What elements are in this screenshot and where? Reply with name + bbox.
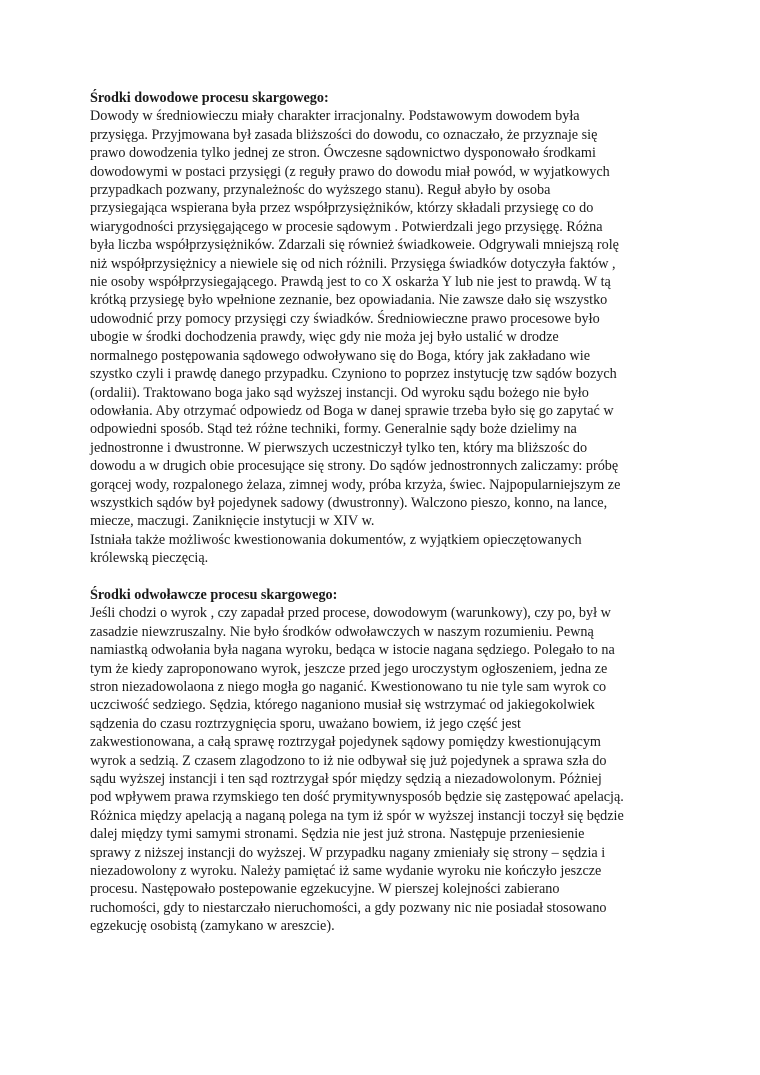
- text-line: nie osoby współprzysiegającego. Prawdą jest to co X oskarża Y lub nie jest to prawdą. W tą: [90, 274, 611, 291]
- text-line: Dowody w średniowieczu miały charakter irracjonalny. Podstawowym dowodem była: [90, 108, 580, 125]
- paragraph: [90, 604, 680, 935]
- text-line: ubogie w środki dochodzenia prawdy, więc gdy nie moża jej było ustalić w drodze: [90, 329, 559, 346]
- text-line: przysięga. Przyjmowana był zasada bliższości do dowodu, co oznaczało, że przyznaje się: [90, 126, 598, 143]
- text-line: Różnica między apelacją a naganą polega na tym iż spór w wyższej instancji toczył się będzie: [90, 807, 624, 824]
- text-line: normalnego postępowania sądowego odwoływano się do Boga, który jak zakładano wie: [90, 347, 590, 364]
- section-heading: Środki odwoławcze procesu skargowego:: [90, 586, 338, 603]
- text-line: miecze, maczugi. Zaniknięcie instytucji w XIV w.: [90, 513, 375, 530]
- text-line: gorącej wody, rozpalonego żelaza, zimnej wody, próba krzyża, świec. Najpopularniejszym ze: [90, 476, 621, 493]
- text-line: szystko czyli i prawdę danego przypadku. Czyniono to poprzez instytucję tzw sądów bozych: [90, 366, 617, 383]
- text-line: dowodowymi w postaci przysięgi (z reguły prawo do dowodu miał powód, w wyjatkowych: [90, 163, 610, 180]
- text-line: odpowiedni sposób. Stąd też różne techniki, formy. Generalnie sądy boże dzielimy na: [90, 421, 577, 438]
- text-line: odowłania. Aby otrzymać odpowiedz od Boga w danej sprawie trzeba było się go zapytać w: [90, 402, 614, 419]
- text-line: sądzenia do czasu roztrzygnięcia sporu, uważano bowiem, iż jego część jest: [90, 715, 521, 732]
- text-line: krótką przysiegę było wpełnione zeznanie, bez opowiadania. Nie zawsze dało się wszystko: [90, 292, 608, 309]
- text-line: sprawy z niższej instancji do wyższej. W przypadku nagany zmieniały się strony – sędzia i: [90, 844, 606, 861]
- text-line: zasadzie niewzruszalny. Nie było środków odwoławczych w naszym rozumieniu. Pewną: [90, 623, 594, 640]
- text-line: przypadkach pozwany, przynależnośc do wyższego stanu). Reguł abyło by osoba: [90, 182, 551, 199]
- text-line: wszystkich sądów był pojedynek sadowy (dwustronny). Walczono pieszo, konno, na lance,: [90, 494, 608, 511]
- text-line: niż współprzysiężnicy a niewiele się od nich różnili. Przysięga świadków dotyczyła faktów ,: [90, 255, 616, 272]
- text-line: zakwestionowana, a całą sprawę roztrzygał pojedynek sądowy pomiędzy kwestionującym: [90, 734, 601, 751]
- text-line: Istniała także możliwośc kwestionowania dokumentów, z wyjątkiem opieczętowanych: [90, 531, 582, 548]
- text-line: sądu wyższej instancji i ten sąd roztrzygał spór między sędzią a niezadowolonym. Póżniej: [90, 771, 602, 788]
- document-section: [90, 586, 680, 936]
- text-line: namiastką odwołania była nagana wyroku, bedąca w istocie nagana sędziego. Polegało to na: [90, 642, 615, 659]
- section-heading: Środki dowodowe procesu skargowego:: [90, 90, 329, 106]
- text-line: uczciwość sedziego. Sędzia, którego naganiono musiał się wstrzymać od jakiegokolwiek: [90, 697, 595, 714]
- text-line: była liczba współprzysiężników. Zdarzali się również świadkoweie. Odgrywali mniejszą rolę: [90, 237, 619, 254]
- text-line: wiarygodności przysięgającego w procesie sądowym . Potwierdzali jego przysięgę. Różna: [90, 218, 603, 235]
- text-line: dowodu a w drugich obie procesujące się strony. Do sądów jednostronnych zaliczamy: próbę: [90, 458, 619, 475]
- paragraph: [90, 107, 680, 530]
- text-line: pod wpływem prawa rzymskiego ten dość prymitywnysposób będzie się zastępować apelacją.: [90, 789, 624, 806]
- text-line: stron niezadowolaona z niego mogła go naganić. Kwestionowano tu nie tyle sam wyrok co: [90, 678, 607, 695]
- text-line: ruchomości, gdy to niestarczało nieruchomości, a gdy pozwany nic nie posiadał stosowano: [90, 899, 607, 916]
- text-line: Jeśli chodzi o wyrok , czy zapadał przed procese, dowodowym (warunkowy), czy po, był w: [90, 605, 611, 622]
- document-page: [90, 89, 680, 936]
- text-line: niezadowolony z wyroku. Należy pamiętać iż same wydanie wyroku nie kończyło jeszcze: [90, 863, 602, 880]
- text-line: królewską pieczęcią.: [90, 550, 209, 567]
- text-line: udowodnić przy pomocy przysięgi czy świadków. Średniowieczne prawo procesowe było: [90, 310, 600, 327]
- document-section: [90, 89, 680, 568]
- text-line: przysiegająca wspierana była przez współprzysiężników, którzy składali przysiegę co do: [90, 200, 594, 217]
- text-line: wyrok a sedzią. Z czasem zlagodzono to iż nie odbywał się już pojedynek a sprawa szła do: [90, 752, 607, 769]
- text-line: jednostronne i dwustronne. W pierwszych uczestniczył tylko ten, który ma bliższośc do: [90, 439, 588, 456]
- text-line: procesu. Następowało postepowanie egzekucyjne. W pierszej kolejności zabierano: [90, 881, 560, 898]
- text-line: tym że kiedy zaproponowano wyrok, jeszcze przed jego uroczystym ogłoszeniem, jedna ze: [90, 660, 608, 677]
- text-line: (ordalii). Traktowano boga jako sąd wyższej instancji. Od wyroku sądu bożego nie było: [90, 384, 589, 401]
- text-line: prawo dowodzenia tylko jednej ze stron. Ówczesne sądownictwo dysponowało środkami: [90, 145, 596, 162]
- text-line: egzekucję osobistą (zamykano w areszcie).: [90, 918, 335, 935]
- text-line: dalej między tymi samymi stronami. Sędzia nie jest już strona. Następuje przeniesienie: [90, 826, 585, 843]
- paragraph: [90, 531, 680, 568]
